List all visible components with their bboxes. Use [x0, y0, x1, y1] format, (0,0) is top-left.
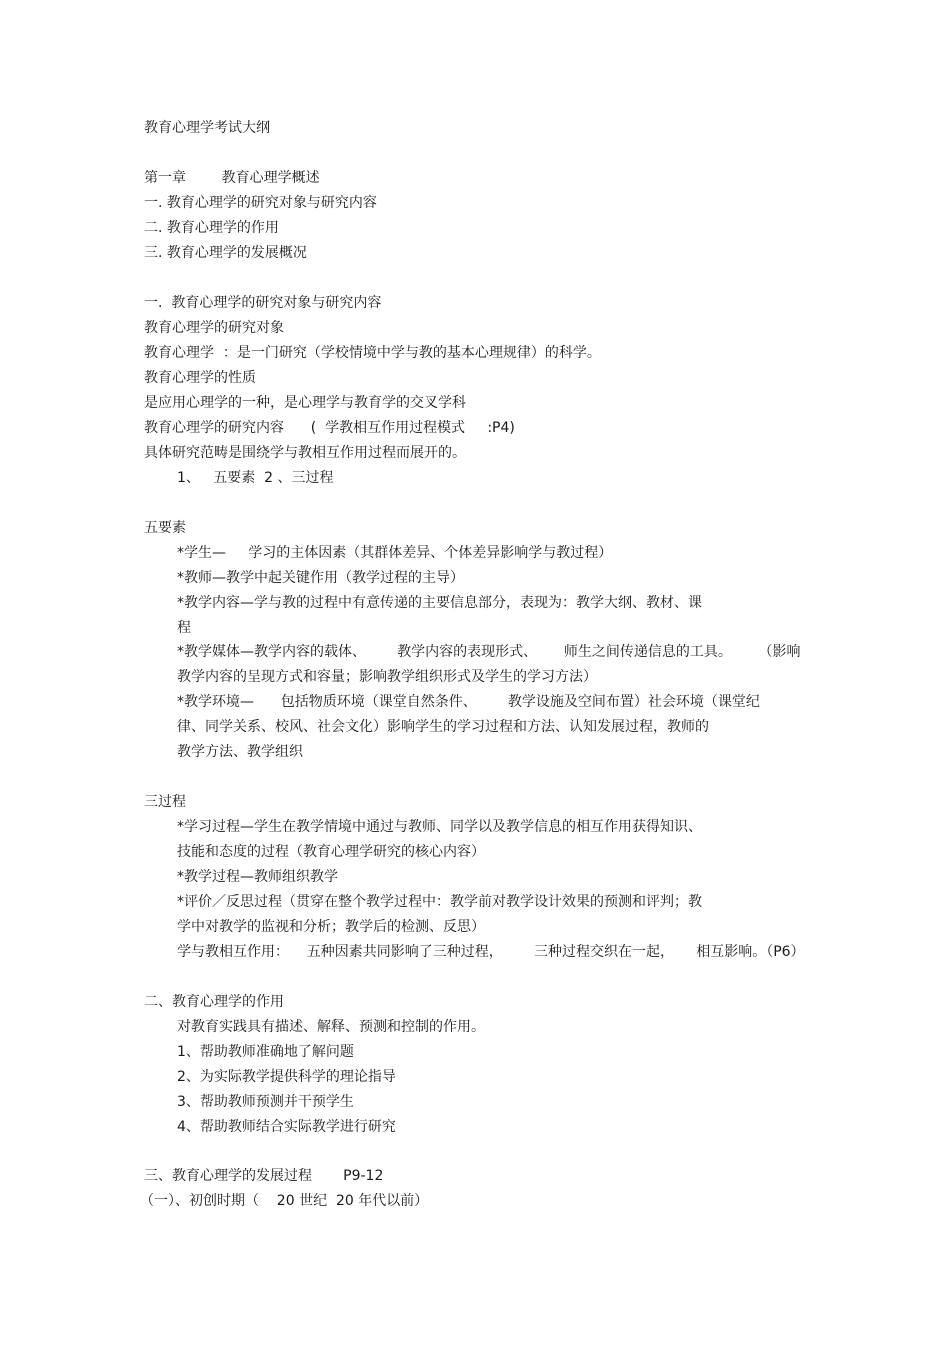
process-line: *学习过程—学生在教学情境中通过与教师、同学以及教学信息的相互作用获得知识、: [177, 819, 702, 835]
list-item: 2、为实际教学提供科学的理论指导: [177, 1069, 396, 1085]
process-line: 学与教相互作用： 五种因素共同影响了三种过程， 三种过程交织在一起， 相互影响。（P6）: [177, 944, 805, 960]
element-line: *学生— 学习的主体因素（其群体差异、个体差异影响学与教过程）: [177, 545, 613, 561]
element-line: *教学媒体—教学内容的载体、 教学内容的表现形式、 师生之间传递信息的工具。 （影响: [177, 644, 801, 660]
element-line: *教学环境— 包括物质环境（课堂自然条件、 教学设施及空间布置）社会环境（课堂纪: [177, 694, 760, 710]
process-line: *教学过程—教师组织教学: [177, 869, 338, 885]
element-line: *教师—教学中起关键作用（教学过程的主导）: [177, 570, 464, 586]
summary-line: 1、 五要素 2 、三过程: [177, 470, 334, 486]
list-item: 1、帮助教师准确地了解问题: [177, 1044, 354, 1060]
toc-item: 一. 教育心理学的研究对象与研究内容: [144, 195, 377, 211]
list-item: 3、帮助教师预测并干预学生: [177, 1094, 354, 1110]
section-heading: 二、教育心理学的作用: [144, 994, 284, 1010]
process-line: 学中对教学的监视和分析；教学后的检测、反思）: [177, 919, 485, 935]
section-heading: 一. 教育心理学的研究对象与研究内容: [144, 295, 382, 311]
body-line: 教育心理学的研究对象: [144, 320, 284, 336]
element-line: 教学方法、教学组织: [177, 744, 303, 760]
process-line: *评价／反思过程（贯穿在整个教学过程中：教学前对教学设计效果的预测和评判；教: [177, 894, 702, 910]
subsection-heading: 五要素: [144, 520, 186, 536]
toc-item: 二. 教育心理学的作用: [144, 220, 279, 236]
element-line: *教学内容—学与教的过程中有意传递的主要信息部分，表现为：教学大纲、教材、课: [177, 595, 702, 611]
list-item: 4、帮助教师结合实际教学进行研究: [177, 1119, 396, 1135]
toc-item: 三. 教育心理学的发展概况: [144, 245, 307, 261]
body-line: 教育心理学 ：是一门研究（学校情境中学与教的基本心理规律）的科学。: [144, 345, 601, 361]
subsection-heading: （一）、初创时期（ 20 世纪 20 年代以前）: [140, 1193, 429, 1209]
process-line: 技能和态度的过程（教育心理学研究的核心内容）: [177, 844, 485, 860]
section-intro: 对教育实践具有描述、解释、预测和控制的作用。: [177, 1019, 485, 1035]
body-line: 是应用心理学的一种，是心理学与教育学的交叉学科: [144, 395, 466, 411]
element-line: 教学内容的呈现方式和容量；影响教学组织形式及学生的学习方法）: [177, 669, 597, 685]
element-line: 律、同学关系、校风、社会文化）影响学生的学习过程和方法、认知发展过程，教师的: [177, 719, 709, 735]
chapter-heading: 第一章 教育心理学概述: [144, 170, 320, 186]
document-title: 教育心理学考试大纲: [144, 120, 270, 136]
section-heading: 三、教育心理学的发展过程 P9-12: [144, 1168, 384, 1184]
body-line: 具体研究范畴是围绕学与教相互作用过程而展开的。: [144, 445, 466, 461]
subsection-heading: 三过程: [144, 794, 186, 810]
body-line: 教育心理学的研究内容 ( 学教相互作用过程模式 :P4): [144, 420, 515, 436]
element-line: 程: [177, 620, 191, 636]
body-line: 教育心理学的性质: [144, 370, 256, 386]
